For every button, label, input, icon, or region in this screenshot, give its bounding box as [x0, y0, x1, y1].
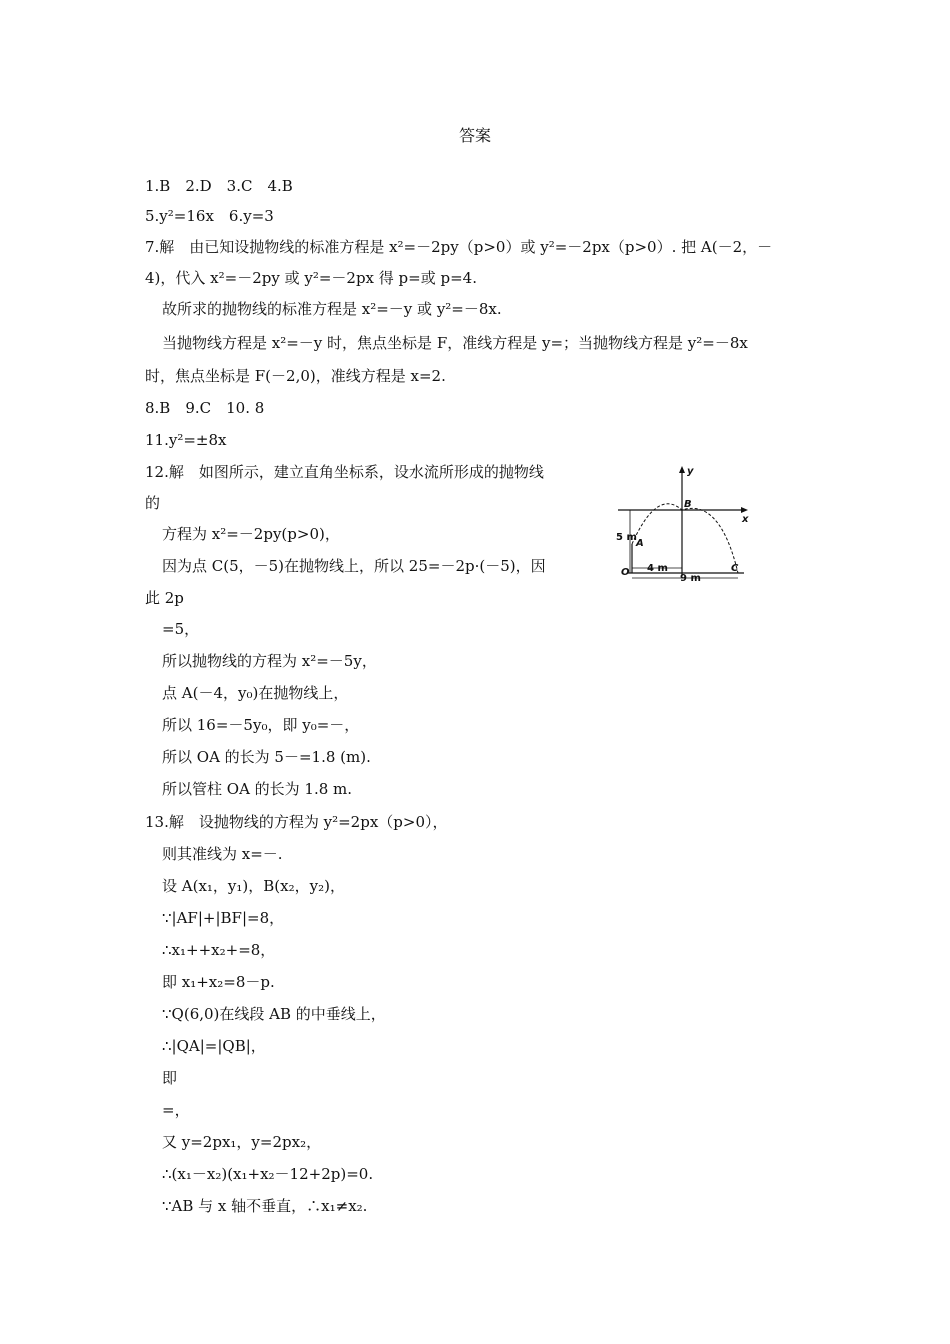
answer-line: 11.y²=±8x	[145, 431, 227, 449]
y-axis-arrow-icon	[679, 466, 685, 473]
answer-line: 1.B 2.D 3.C 4.B	[145, 177, 293, 195]
x-axis-label: x	[742, 514, 749, 525]
answer-line: 点 A(－4，y₀)在抛物线上，	[162, 684, 349, 702]
answer-line: 此 2p	[145, 589, 184, 607]
answer-line: 13.解 设抛物线的方程为 y²=2px（p>0），	[145, 813, 448, 831]
answer-line: 所以 16=－5y₀，即 y₀=－，	[162, 716, 360, 734]
point-c-label: C	[731, 563, 739, 574]
answer-line: =，	[162, 1101, 190, 1119]
answer-line: ∵|AF|+|BF|=8，	[162, 909, 285, 927]
height-label: 5 m	[616, 532, 637, 543]
answer-line: ∴x₁++x₂+=8，	[162, 941, 276, 959]
answer-line: 5.y²=16x 6.y=3	[145, 207, 274, 225]
answer-line: 因为点 C(5，－5)在抛物线上，所以 25=－2p·(－5)，因	[162, 557, 546, 575]
x-axis-arrow-icon	[741, 507, 748, 513]
point-a-label: A	[636, 538, 644, 549]
y-axis-label: y	[687, 466, 694, 477]
dimension-9m-label: 9 m	[680, 573, 701, 582]
answer-line: 所以管柱 OA 的长为 1.8 m.	[162, 780, 353, 798]
answer-line: ∴|QA|=|QB|，	[162, 1037, 266, 1055]
parabola-figure	[614, 464, 754, 582]
dimension-4m-label: 4 m	[647, 563, 668, 574]
point-o-label: O	[621, 567, 630, 578]
answer-line: ∵Q(6,0)在线段 AB 的中垂线上，	[162, 1005, 386, 1023]
answer-line: 4)，代入 x²=－2py 或 y²=－2px 得 p=或 p=4.	[145, 269, 477, 287]
answer-line: 则其准线为 x=－.	[162, 845, 283, 863]
page-title: 答案	[458, 126, 491, 145]
answer-line: 又 y=2px₁，y=2px₂，	[162, 1133, 322, 1151]
answer-line: 即	[162, 1069, 178, 1087]
answer-line: 所以抛物线的方程为 x²=－5y，	[162, 652, 377, 670]
answer-line: 方程为 x²=－2py(p>0)，	[162, 525, 340, 543]
answer-line: 8.B 9.C 10. 8	[145, 399, 265, 417]
answer-line: ∴(x₁－x₂)(x₁+x₂－12+2p)=0.	[162, 1165, 374, 1183]
answer-line: 即 x₁+x₂=8－p.	[162, 973, 275, 991]
answer-line: 的	[145, 494, 161, 512]
answer-line: ∵AB 与 x 轴不垂直，∴x₁≠x₂.	[162, 1197, 368, 1215]
answer-line: 时，焦点坐标是 F(－2,0)，准线方程是 x=2.	[145, 367, 446, 385]
answer-line: 所以 OA 的长为 5－=1.8 (m).	[162, 748, 371, 766]
answer-line: 设 A(x₁，y₁)，B(x₂，y₂)，	[162, 877, 345, 895]
answer-line: =5，	[162, 620, 200, 638]
parabola-diagram	[614, 464, 754, 582]
answer-line: 当抛物线方程是 x²=－y 时，焦点坐标是 F，准线方程是 y=；当抛物线方程是 y²=－8x	[162, 334, 748, 352]
answer-line: 12.解 如图所示，建立直角坐标系，设水流所形成的抛物线	[145, 463, 544, 481]
point-b-label: B	[684, 499, 692, 510]
answer-line: 故所求的抛物线的标准方程是 x²=－y 或 y²=－8x.	[162, 300, 502, 318]
answer-line: 7.解 由已知设抛物线的标准方程是 x²=－2py（p>0）或 y²=－2px（p>0）. 把 A(－2，－	[145, 238, 773, 256]
